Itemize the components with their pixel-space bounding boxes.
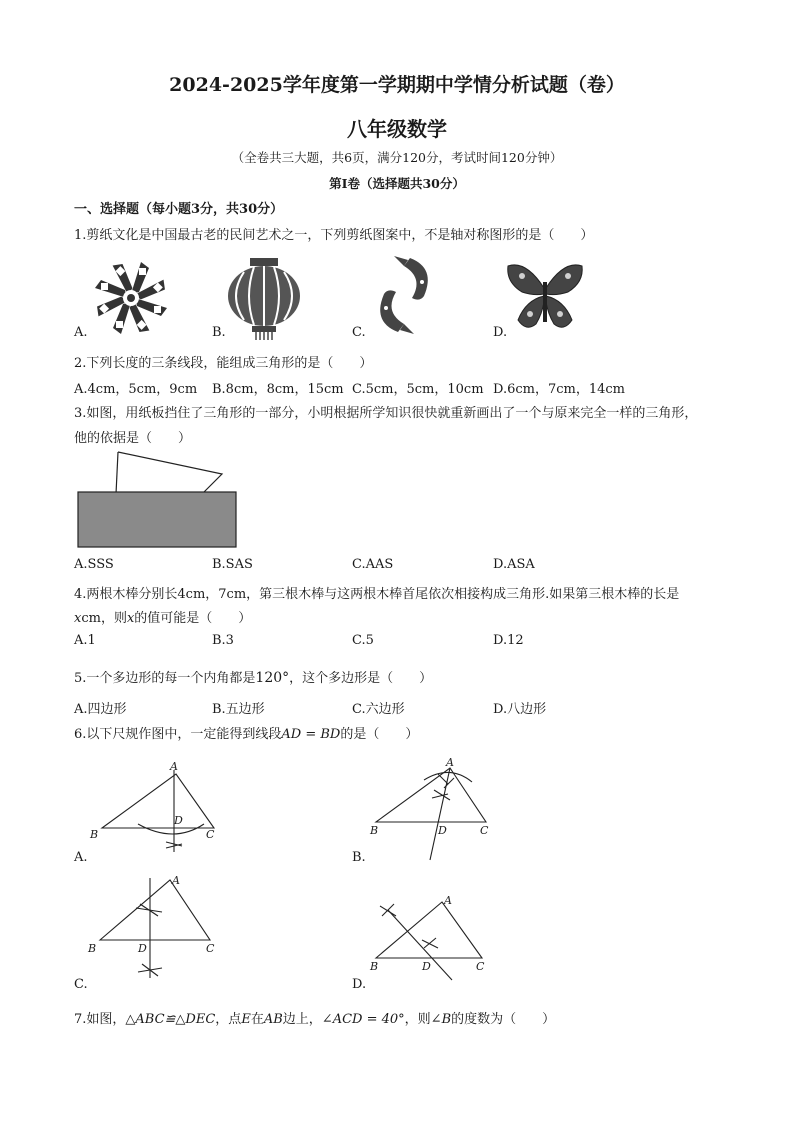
question-5-option-b[interactable]: B.五边形 <box>212 702 265 717</box>
point-label-a: A <box>444 894 452 907</box>
variable-x: x <box>74 611 82 626</box>
point-label-d: D <box>422 960 431 973</box>
point-label-c: C <box>480 824 489 837</box>
construction-figure-b <box>366 756 498 864</box>
question-4-stem-line1: 4.两根木棒分别长4cm，7cm，第三根木棒与这两根木棒首尾依次相接构成三角形.如果第三根木棒的长是 <box>74 587 680 602</box>
section-heading: 一、选择题（每小题3分，共30分） <box>74 202 284 217</box>
question-2-option-d[interactable]: D.6cm，7cm，14cm <box>493 382 625 397</box>
part-heading: 第Ⅰ卷（选择题共30分） <box>329 176 465 191</box>
math-angle-b: ∠B <box>430 1012 452 1027</box>
point-label-b: B <box>370 960 379 973</box>
point-label-c: C <box>206 828 215 841</box>
question-5-option-a[interactable]: A.四边形 <box>74 702 127 717</box>
question-3-stem-line2: 他的依据是（ ） <box>74 431 192 446</box>
construction-figure-d <box>366 890 496 982</box>
butterfly-papercut-image <box>504 258 586 336</box>
question-1-stem: 1.剪纸文化是中国最古老的民间艺术之一，下列剪纸图案中，不是轴对称图形的是（ ） <box>74 228 594 243</box>
question-1-option-b[interactable]: B. <box>212 325 226 340</box>
question-5-option-c[interactable]: C.六边形 <box>352 702 405 717</box>
question-6-option-b[interactable]: B. <box>352 850 366 865</box>
exam-title: 2024-2025学年度第一学期期中学情分析试题（卷） <box>169 74 625 96</box>
question-3-option-c[interactable]: C.AAS <box>352 557 394 572</box>
question-1-option-c[interactable]: C. <box>352 325 366 340</box>
question-2-option-c[interactable]: C.5cm，5cm，10cm <box>352 382 484 397</box>
question-3-option-d[interactable]: D.ASA <box>493 557 535 572</box>
point-label-b: B <box>370 824 379 837</box>
question-3-option-a[interactable]: A.SSS <box>74 557 114 572</box>
point-label-b: B <box>88 942 97 955</box>
question-5-stem: 5.一个多边形的每一个内角都是120°，这个多边形是（ ） <box>74 670 433 686</box>
point-label-a: A <box>446 756 454 769</box>
math-ad-eq-bd: AD = BD <box>281 727 341 742</box>
point-label-d: D <box>438 824 447 837</box>
point-label-b: B <box>90 828 99 841</box>
angle-value: 120° <box>255 670 290 686</box>
question-4-stem-line2: xcm，则x的值可能是（ ） <box>74 611 252 626</box>
question-1-option-a[interactable]: A. <box>74 325 88 340</box>
question-4-option-a[interactable]: A.1 <box>74 633 96 648</box>
exam-subtitle: 八年级数学 <box>347 117 447 141</box>
question-7-stem: 7.如图，△ABC≌△DEC，点E在AB边上，∠ACD = 40°，则∠B的度数为（ ） <box>74 1012 556 1027</box>
hidden-triangle-figure <box>76 448 238 550</box>
construction-figure-c <box>86 872 226 980</box>
koi-fish-papercut-image <box>364 252 444 338</box>
question-3-stem-line1: 3.如图，用纸板挡住了三角形的一部分，小明根据所学知识很快就重新画出了一个与原来完全一样的三角形， <box>74 406 698 421</box>
question-2-option-b[interactable]: B.8cm，8cm，15cm <box>212 382 344 397</box>
cardboard-cover <box>78 492 236 547</box>
variable-x: x <box>126 611 135 626</box>
point-label-d: D <box>174 814 183 827</box>
question-6-option-d[interactable]: D. <box>352 977 367 992</box>
question-6-stem: 6.以下尺规作图中，一定能得到线段AD = BD的是（ ） <box>74 727 419 742</box>
question-2-option-a[interactable]: A.4cm，5cm，9cm <box>74 382 198 397</box>
exam-note: （全卷共三大题，共6页，满分120分，考试时间120分钟） <box>231 150 563 165</box>
math-angle-acd: ∠ACD = 40° <box>321 1012 405 1027</box>
snowflake-papercut-image <box>86 258 176 338</box>
question-4-option-c[interactable]: C.5 <box>352 633 374 648</box>
point-label-c: C <box>476 960 485 973</box>
question-5-option-d[interactable]: D.八边形 <box>493 702 547 717</box>
question-3-option-b[interactable]: B.SAS <box>212 557 253 572</box>
lantern-papercut-image <box>226 256 302 340</box>
question-2-stem: 2.下列长度的三条线段，能组成三角形的是（ ） <box>74 356 373 371</box>
point-label-a: A <box>170 760 178 773</box>
math-congruent-triangles: △ABC≌△DEC <box>125 1012 216 1027</box>
question-6-option-a[interactable]: A. <box>74 850 88 865</box>
question-4-option-d[interactable]: D.12 <box>493 633 524 648</box>
construction-figure-a <box>86 760 226 856</box>
point-label-c: C <box>206 942 215 955</box>
point-label-d: D <box>138 942 147 955</box>
question-1-option-d[interactable]: D. <box>493 325 508 340</box>
question-6-option-c[interactable]: C. <box>74 977 88 992</box>
point-label-a: A <box>172 874 180 887</box>
question-4-option-b[interactable]: B.3 <box>212 633 234 648</box>
